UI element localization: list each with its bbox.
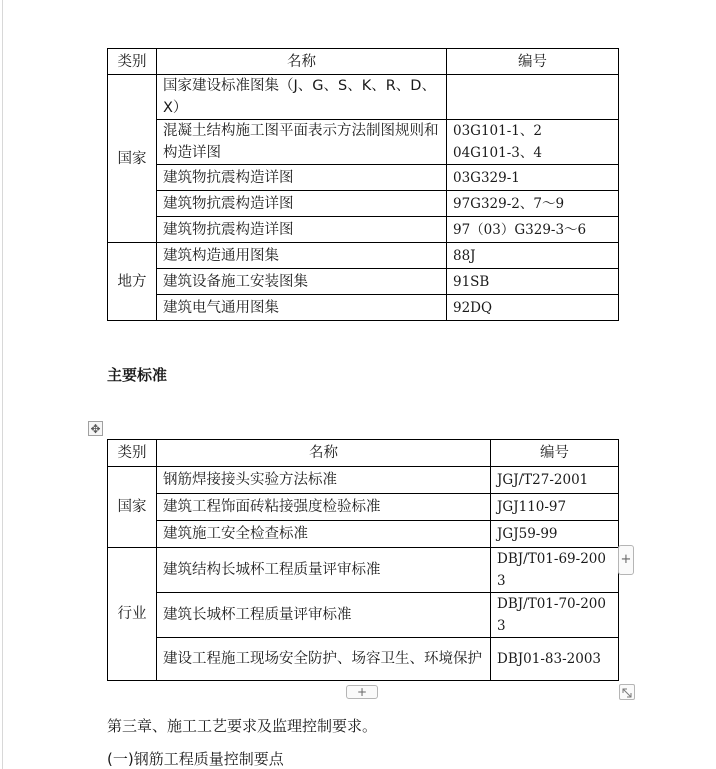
table-header-row [108,49,619,75]
code-cell: DBJ/T01-70-2003 [491,593,619,638]
table-row [108,494,619,521]
category-cell: 国家 [108,467,157,548]
table-row [108,191,619,217]
drawing-atlas-table [107,48,619,321]
resize-arrow-svg [620,686,634,700]
name-cell: 建筑电气通用图集 [157,295,447,321]
table-row [108,593,619,638]
code-cell [447,75,619,120]
subsection-heading: (一)钢筋工程质量控制要点 [107,750,284,768]
code-cell: DBJ/T01-69-2003 [491,548,619,593]
plus-icon: + [356,685,368,699]
name-cell: 建筑物抗震构造详图 [157,191,447,217]
code-cell: 97G329-2、7～9 [447,191,619,217]
section-heading: 主要标准 [107,366,168,384]
table-row [108,217,619,243]
code-cell: 97（03）G329-3～6 [447,217,619,243]
header-code: 编号 [447,49,619,75]
add-row-button[interactable] [346,685,378,699]
header-category: 类别 [108,440,157,467]
table-row [108,467,619,494]
name-cell: 建筑设备施工安装图集 [157,269,447,295]
add-column-button[interactable] [618,545,634,575]
category-cell: 国家 [108,75,157,243]
name-cell: 建筑施工安全检查标准 [157,521,491,548]
name-cell: 建筑构造通用图集 [157,243,447,269]
code-cell: DBJ01-83-2003 [491,638,619,681]
name-cell: 混凝土结构施工图平面表示方法制图规则和构造详图 [157,120,447,165]
table-row [108,548,619,593]
name-cell: 建筑工程饰面砖粘接强度检验标准 [157,494,491,521]
table-row [108,295,619,321]
header-code: 编号 [491,440,619,467]
table-row [108,120,619,165]
header-name: 名称 [157,440,491,467]
table-row [108,269,619,295]
page-margin-line [2,0,3,769]
header-category: 类别 [108,49,157,75]
code-cell: 92DQ [447,295,619,321]
table-row [108,165,619,191]
name-cell: 钢筋焊接接头实验方法标准 [157,467,491,494]
code-cell: JGJ110-97 [491,494,619,521]
name-cell: 建筑物抗震构造详图 [157,217,447,243]
code-cell: 91SB [447,269,619,295]
code-cell: 03G101-1、2 04G101-3、4 [447,120,619,165]
code-cell: JGJ/T27-2001 [491,467,619,494]
table-row [108,638,619,681]
name-cell: 建筑物抗震构造详图 [157,165,447,191]
category-cell: 行业 [108,548,157,681]
table-row [108,243,619,269]
name-cell: 国家建设标准图集（J、G、S、K、R、D、X） [157,75,447,120]
chapter-heading: 第三章、施工工艺要求及监理控制要求。 [107,717,378,735]
name-cell: 建设工程施工现场安全防护、场容卫生、环境保护 [157,638,491,681]
name-cell: 建筑长城杯工程质量评审标准 [157,593,491,638]
standards-table [107,439,619,681]
table-row [108,521,619,548]
table-header-row [108,440,619,467]
category-cell: 地方 [108,243,157,321]
table-row [108,75,619,120]
header-name: 名称 [157,49,447,75]
name-cell: 建筑结构长城杯工程质量评审标准 [157,548,491,593]
code-cell: JGJ59-99 [491,521,619,548]
code-cell: 88J [447,243,619,269]
plus-icon: + [620,552,632,567]
code-cell: 03G329-1 [447,165,619,191]
move-icon[interactable]: ✥ [88,421,103,436]
resize-icon[interactable] [619,684,635,700]
